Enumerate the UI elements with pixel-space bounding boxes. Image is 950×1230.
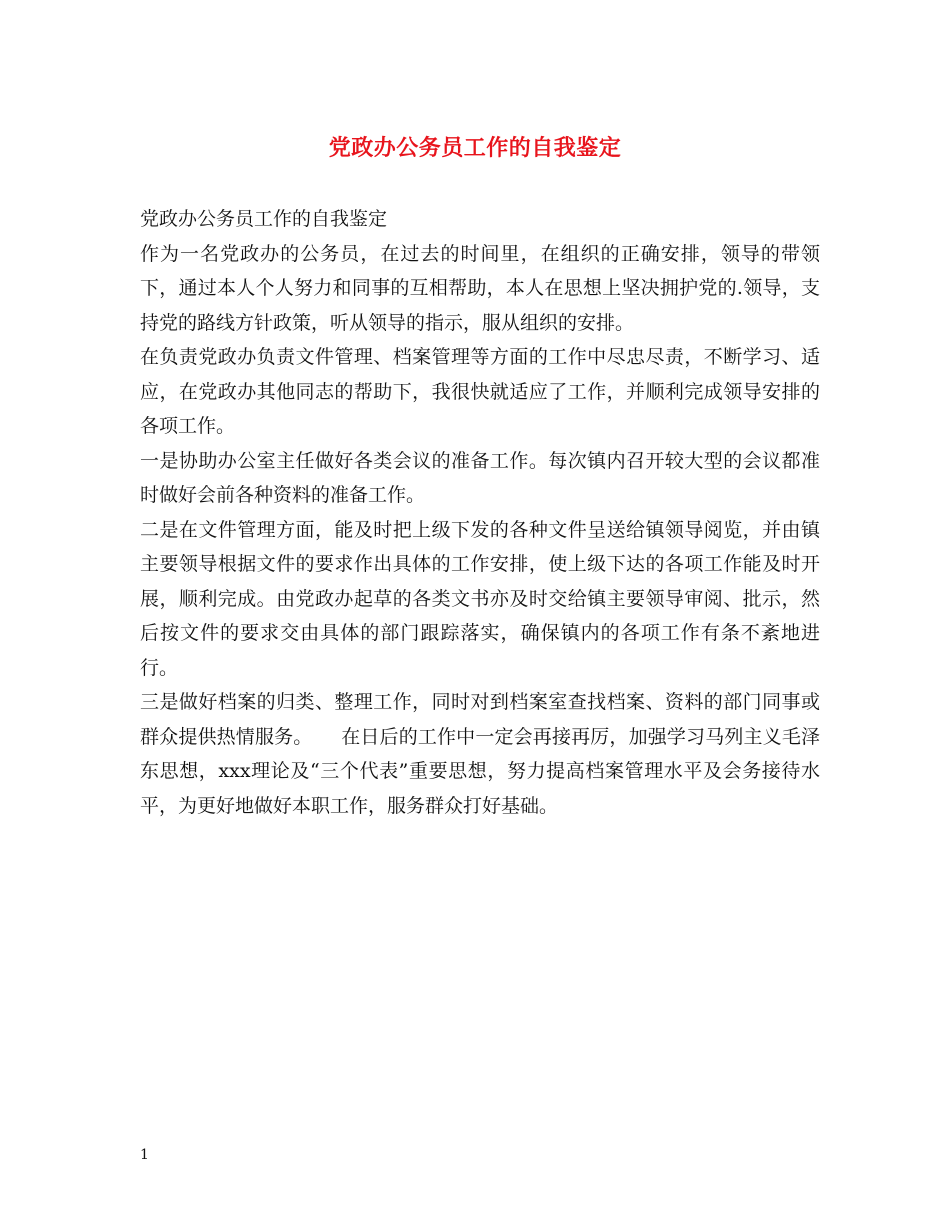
paragraph-heading: 党政办公务员工作的自我鉴定 <box>140 208 388 230</box>
paragraph-point-one: 一是协助办公室主任做好各类会议的准备工作。每次镇内召开较大型的会议都准时做好会前各种资料的准备工作。 <box>140 449 820 506</box>
page-number: 1 <box>140 1147 149 1163</box>
paragraph-intro: 作为一名党政办的公务员，在过去的时间里，在组织的正确安排，领导的带领下，通过本人个人努力和同事的互相帮助，本人在思想上坚决拥护党的.领导，支持党的路线方针政策，听从领导的指示，服从组织的安排。 <box>140 242 820 334</box>
paragraph-point-three: 三是做好档案的归类、整理工作，同时对到档案室查找档案、资料的部门同事或群众提供热情服务。 在日后的工作中一定会再接再厉，加强学习马列主义毛泽东思想，xxx理论及“三个代表”重要思想，努力提高档案管理水平及会务接待水平，为更好地做好本职工作，服务群众打好基础。 <box>140 691 820 817</box>
document-title: 党政办公务员工作的自我鉴定 <box>328 135 622 161</box>
paragraph-responsibility: 在负责党政办负责文件管理、档案管理等方面的工作中尽忠尽责，不断学习、适应，在党政办其他同志的帮助下，我很快就适应了工作，并顺利完成领导安排的各项工作。 <box>140 346 820 437</box>
document-body <box>140 202 820 823</box>
paragraph-point-two: 二是在文件管理方面，能及时把上级下发的各种文件呈送给镇领导阅览，并由镇主要领导根据文件的要求作出具体的工作安排，使上级下达的各项工作能及时开展，顺利完成。由党政办起草的各类文书亦及时交给镇主要领导审阅、批示，然后按文件的要求交由具体的部门跟踪落实，确保镇内的各项工作有条不紊地进行。 <box>140 518 820 679</box>
